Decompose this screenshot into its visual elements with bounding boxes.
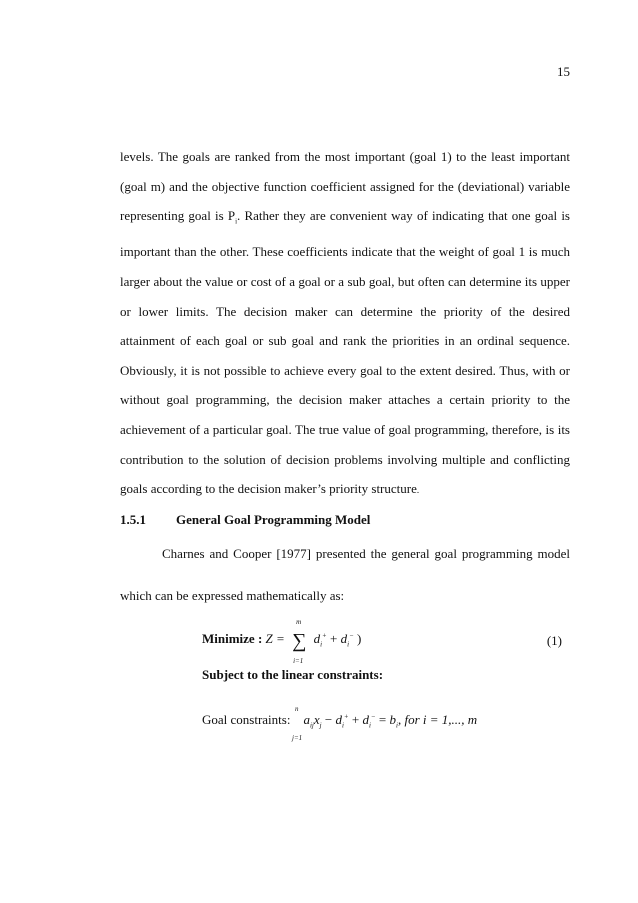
goal-constraints-label: Goal constraints: bbox=[202, 712, 291, 727]
section-title: General Goal Programming Model bbox=[176, 512, 371, 527]
objective-terms: $d_i^+ + d_i^-$ ) bbox=[313, 631, 362, 649]
constraint-terms: $a_{ij}x_j - d_i^+ + d_i^- = b_i$, for i = 1,..., m bbox=[293, 712, 478, 730]
goal-constraints-equation bbox=[202, 712, 477, 730]
body-text-part1: levels. The goals are ranked from the most important (goal 1) to the least important (goal m) and the objective function coefficient assigned for the (deviational) variable representing goal is P bbox=[120, 149, 570, 224]
intro-line-2: which can be expressed mathematically as: bbox=[120, 588, 345, 603]
body-text-period: . bbox=[416, 485, 420, 496]
sum-upper-limit: m bbox=[296, 618, 302, 626]
objective-equation bbox=[202, 618, 362, 665]
constraint-condition: for i = 1,..., m bbox=[404, 712, 478, 727]
minimize-label: Minimize : bbox=[202, 631, 263, 646]
section-number: 1.5.1 bbox=[120, 512, 146, 527]
intro-line-1 bbox=[120, 546, 570, 562]
objective-lhs: Z = bbox=[265, 631, 285, 646]
sum-lower-limit: i=1 bbox=[293, 657, 304, 665]
body-paragraph bbox=[120, 142, 570, 506]
body-text-part2: . Rather they are convenient way of indicating that one goal is important than the other. These coefficients indicate that the weight of goal 1 is much larger about the value or cost of a goal or a sub goal, but often can determine its upper or lower limits. The decision maker can determine the priority of the desired attainment of each goal or sub goal and rank the priorities in an ordinal sequence. Obviously, it is not possible to achieve every goal to the extent desired. Thus, with or without goal programming, the decision maker attaches a certain priority to the achievement of a particular goal. The true value of goal programming, therefore, is its contribution to the solution of decision problems involving multiple and conflicting goals according to the decision maker’s priority structure bbox=[120, 208, 570, 497]
constraint-sum-lower: j=1 bbox=[292, 734, 303, 742]
subscript-i: i bbox=[235, 217, 238, 226]
equation-number: (1) bbox=[546, 633, 562, 648]
section-heading bbox=[120, 512, 370, 528]
summation-symbol: ∑ m i=1 bbox=[292, 618, 307, 665]
constraint-sum-upper: n bbox=[295, 705, 299, 713]
constraints-heading: Subject to the linear constraints: bbox=[202, 667, 384, 682]
page-number: 15 bbox=[557, 64, 570, 79]
intro-text-1: Charnes and Cooper [1977] presented the general goal programming model bbox=[162, 546, 570, 561]
